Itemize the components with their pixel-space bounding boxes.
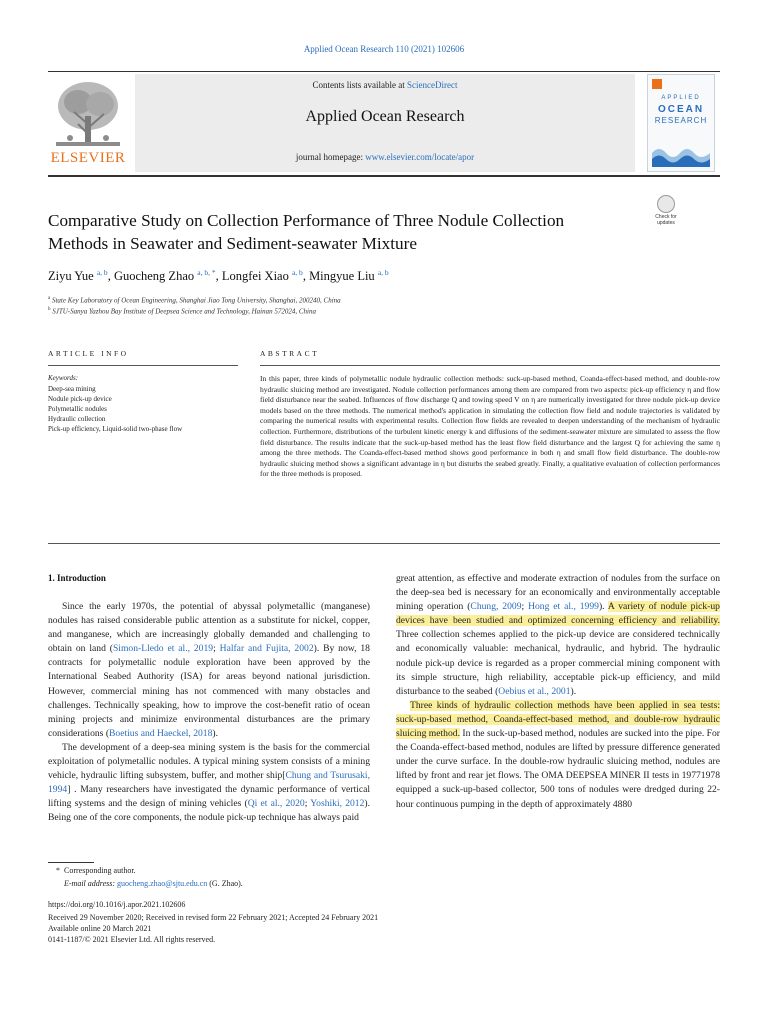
affiliation-mark: b (48, 307, 51, 312)
email-label: E-mail address: (64, 879, 118, 888)
author-name[interactable]: Ziyu Yue (48, 269, 94, 284)
body-text: ). (212, 727, 218, 739)
author-affiliation-marks[interactable]: a, b, * (197, 268, 216, 277)
body-paragraph (48, 741, 370, 826)
author-affiliation-marks[interactable]: a, b (291, 268, 303, 277)
corresponding-author-note (56, 866, 456, 875)
article-info-rule (48, 365, 238, 366)
available-online-date: Available online 20 March 2021 (48, 924, 152, 933)
highlighted-text[interactable]: Three kinds of hydraulic collection methods have been applied in sea tests: suck-up-based method, Coanda-effect-based method, and double-row hydraulic sluicing method. (396, 699, 720, 740)
received-dates: Received 29 November 2020; Received in revised form 22 February 2021; Accepted 24 February 2021 (48, 913, 379, 922)
cover-word-applied: APPLIED (661, 95, 701, 101)
author-affiliation-marks[interactable]: a, b (96, 268, 108, 277)
email-link[interactable]: guocheng.zhao@sjtu.edu.cn (117, 879, 208, 888)
citation-link[interactable]: Halfar and Fujita, 2002 (219, 643, 314, 655)
body-text: ). By now, 18 contracts for polymetallic nodule exploration have been approved by the International Seabed Authority (ISA) for areas beyond national jurisdiction. However, commercial mining has not commenced with many obstacles and challenges. Technically speaking, how to improve the cost-benefit ratio of ocean mining projects and minimize environmental disturbances are the primary considerations ( (48, 643, 370, 739)
citation-link[interactable]: Simon-Lledo et al., 2019 (112, 643, 214, 655)
article-title: Comparative Study on Collection Performance of Three Nodule Collection Methods in Seawater and Sediment-seawater Mixture (48, 211, 565, 253)
check-updates-line1: Check for (655, 214, 677, 220)
header-bottom-rule (48, 175, 720, 177)
citation-link[interactable]: Hong et al., 1999 (528, 601, 599, 613)
author-name[interactable]: Mingyue Liu (309, 269, 375, 284)
contents-line (135, 80, 635, 90)
corresponding-text: Corresponding author. (64, 866, 136, 875)
affiliation-text: SJTU-Sanya Yazhou Bay Institute of Deepsea Science and Technology, Hainan 572024, China (52, 307, 316, 316)
keyword-item: Polymetallic nodules (48, 405, 107, 413)
check-updates-text (648, 214, 684, 226)
publisher-wordmark: ELSEVIER (50, 150, 126, 166)
body-text: Three collection schemes applied to the pick-up device are considered technically and economically valuable: mechanical, hydraulic, and hybrid. The hydraulic nodule pick-up device is regarded as a proper commercial mining component with its simple structure, high reliability, acceptable pick-up efficiency, and mild disturbance to the seabed ( (396, 629, 720, 697)
journal-name: Applied Ocean Research (305, 108, 465, 125)
article-info-heading: ARTICLE INFO (48, 349, 129, 358)
citation-link[interactable]: Qi et al., 2020 (247, 798, 305, 810)
email-note (64, 879, 464, 888)
body-text: ; (213, 643, 220, 655)
body-text: ). Being one of the core components, the nodule pick-up technique has always paid (48, 798, 370, 824)
section-heading-introduction: 1. Introduction (48, 573, 106, 583)
homepage-line (135, 152, 635, 162)
journal-reference[interactable]: Applied Ocean Research 110 (2021) 102606 (303, 44, 465, 54)
author-name[interactable]: Guocheng Zhao (113, 269, 195, 284)
abstract-rule (260, 365, 720, 366)
body-text: ; (521, 601, 529, 613)
cover-wave-graphic (652, 135, 710, 167)
keyword-item: Nodule pick-up device (48, 395, 112, 403)
affiliation-b (48, 307, 648, 315)
author-separator: , (302, 269, 310, 284)
author-name[interactable]: Longfei Xiao (221, 269, 289, 284)
copyright-line: 0141-1187/© 2021 Elsevier Ltd. All rights reserved. (48, 935, 216, 944)
header-top-rule (48, 71, 720, 72)
keyword-item: Hydraulic collection (48, 415, 106, 423)
author-affiliation-marks[interactable]: a, b (377, 268, 389, 277)
keyword-item: Deep-sea mining (48, 385, 96, 393)
body-text: The development of a deep-sea mining system is the basis for the commercial exploitation of polymetallic nodules. A typical mining system consists of a mining vehicle, hydraulic lifting subsystem, buffer, and mother ship[ (48, 741, 370, 782)
citation-link[interactable]: Chung and Tsurusaki, 1994 (48, 770, 370, 796)
author-separator: , (215, 269, 222, 284)
abstract-bottom-rule (48, 543, 720, 544)
check-for-updates-badge[interactable] (648, 195, 684, 231)
citation-link[interactable]: Chung, 2009 (470, 601, 522, 613)
cover-accent-mark (652, 79, 662, 89)
footnote-mark: * (56, 866, 60, 875)
body-text: In the suck-up-based method, nodules are sucked into the pipe. For the Coanda-effect-based method, nodules are lifted by pressure difference generated under the curve surface. In the double-row hydraulic sluicing method, nodules are lifted by front and rear jet flows. The OMA DEEPSEA MINER II tests in 19771978 equipped a suck-up-based collector, 500 tons of nodules were dredged during 22-hour continuous pumping in the depth of approximately 4880 (396, 728, 720, 810)
author-separator: , (107, 269, 114, 284)
body-text: ; (304, 798, 311, 810)
journal-cover[interactable] (647, 74, 715, 172)
check-updates-icon (657, 195, 675, 213)
body-text: ). (598, 601, 608, 613)
body-text: ] . Many researchers have investigated the dynamic performance of vertical lifting systems and the design of mining vehicles ( (48, 784, 370, 810)
author-list (48, 268, 648, 284)
body-text: Since the early 1970s, the potential of abyssal polymetallic (manganese) nodules has raised considerable public attention as a substitute for nickel, copper, and manganese, which are increasingly globally demanded and challenging to obtain on land ( (48, 601, 370, 655)
email-suffix: (G. Zhao). (207, 879, 243, 888)
cover-word-ocean: OCEAN (657, 104, 705, 115)
abstract-heading: ABSTRACT (260, 349, 320, 358)
abstract-text: In this paper, three kinds of polymetallic nodule hydraulic collection methods: suck-up-based method, Coanda-effect-based method, and double-row hydraulic sluicing method are investigated. Nodule collection performances among them are compared from two aspects: pick-up efficiency η and flow field disturbance near the seabed. Influences of flow discharge Q and towing speed V on η are numerically investigated for three nodule pick-up device models based on the three methods. The numerical method's application in simulating the collection flow field and nodule trajectories is validated by comparing the numerical results with experimental results. Collection flow fields are revealed to deepen understanding of the mechanism of hydraulic collection. Furthermore, distributions of the turbulent kinetic energy k and diffusions of the sediment-seawater mixture are simulated to assess the flow field disturbance. The results indicate that the suck-up-based method has the least flow field disturbance and the largest Q for achieving the same η among the three methods. The Coanda-effect-based method shows good performance in both η and small flow field disturbance. The double-row hydraulic sluicing method shows a significant advantage in η but disturbs the seabed greatly. Finally, a qualitative evaluation of collection performances for the three methods is proposed. (260, 374, 720, 479)
cover-word-research: RESEARCH (654, 116, 708, 125)
keywords-heading: Keywords: (48, 374, 79, 382)
highlighted-text[interactable]: A variety of nodule pick-up devices have been studied and optimized concerning efficiency and reliability. (396, 601, 720, 627)
body-column-right (396, 572, 720, 812)
body-text: great attention, as effective and moderate extraction of nodules from the surface on the deep-sea bed is necessary for an economically and environmentally acceptable mining operation ( (396, 573, 720, 613)
body-paragraph (48, 600, 370, 741)
citation-link[interactable]: Boetius and Haeckel, 2018 (109, 727, 213, 739)
homepage-prefix: journal homepage: (295, 152, 366, 162)
sciencedirect-link[interactable]: ScienceDirect (407, 80, 458, 90)
affiliation-text: State Key Laboratory of Ocean Engineering, Shanghai Jiao Tong University, Shanghai, 200240, China (51, 296, 341, 305)
contents-prefix: Contents lists available at (312, 80, 407, 90)
keyword-list (48, 384, 238, 434)
citation-link[interactable]: Oebius et al., 2001 (498, 685, 571, 697)
body-paragraph (396, 572, 720, 699)
keyword-item: Pick-up efficiency, Liquid-solid two-phase flow (48, 425, 183, 433)
body-paragraph (396, 699, 720, 812)
body-text: ). (570, 685, 577, 697)
affiliation-a (48, 296, 648, 304)
citation-link[interactable]: Yoshiki, 2012 (310, 798, 365, 810)
affiliation-mark: a (48, 296, 51, 301)
doi-link[interactable]: https://doi.org/10.1016/j.apor.2021.102606 (48, 900, 186, 909)
footnote-rule (48, 862, 94, 863)
homepage-link[interactable]: www.elsevier.com/locate/apor (365, 152, 475, 162)
check-updates-line2: updates (657, 220, 675, 226)
body-column-left (48, 600, 370, 826)
